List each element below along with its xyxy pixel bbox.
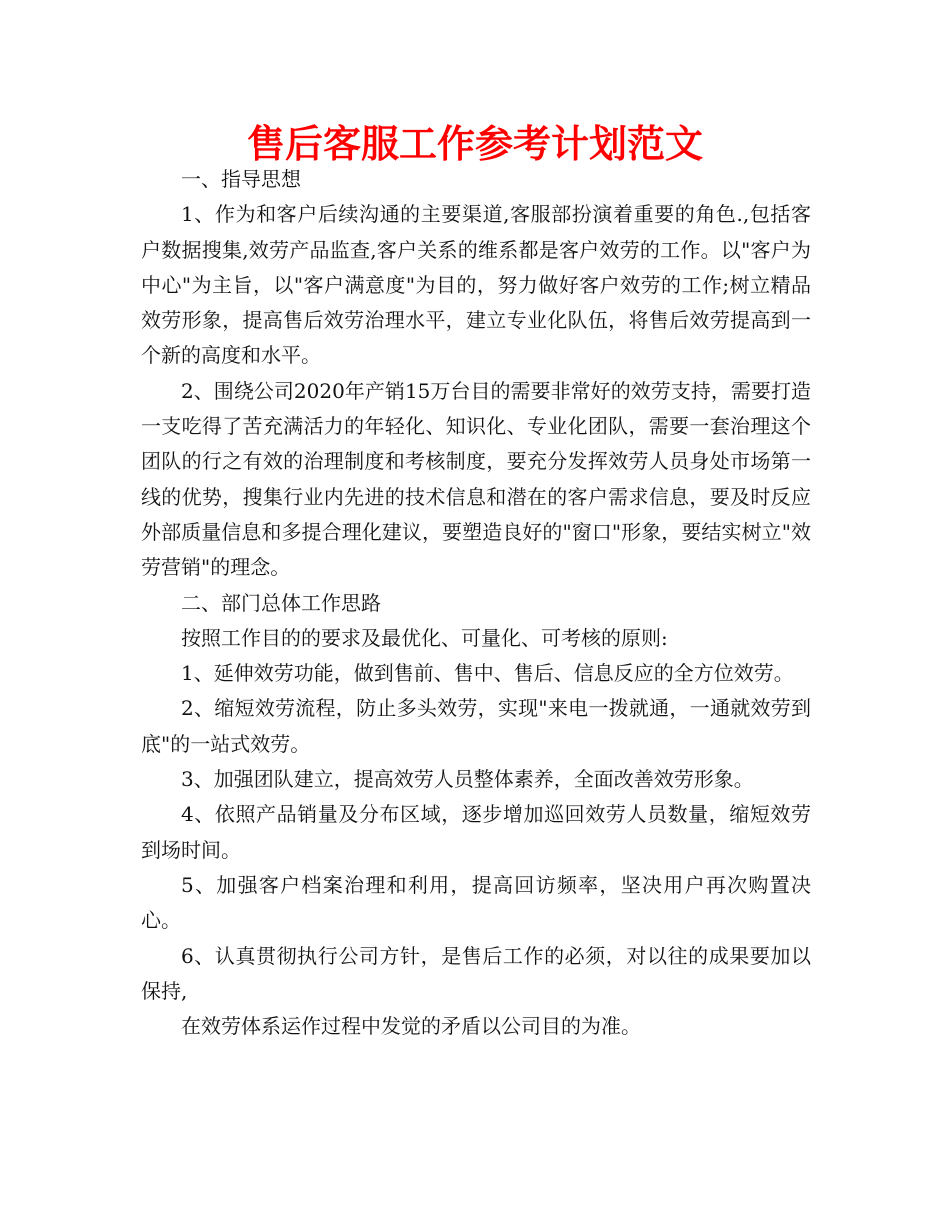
list-item: 2、缩短效劳流程，防止多头效劳，实现"来电一拨就通，一通就效劳到底"的一站式效劳。 xyxy=(141,696,811,756)
document-title: 售后客服工作参考计划范文 xyxy=(246,122,703,166)
list-item: 3、加强团队建立，提高效劳人员整体素养，全面改善效劳形象。 xyxy=(181,767,754,792)
paragraph: 2、围绕公司2020年产销15万台目的需要非常好的效劳支持，需要打造一支吃得了苦充满活力的年轻化、知识化、专业化团队，需要一套治理这个团队的行之有效的治理制度和考核制度，要充分发挥效劳人员身处市场第一线的优势，搜集行业内先进的技术信息和潜在的客户需求信息，要及时反应外部质量信息和多提合理化建议，要塑造良好的"窗口"形象，要结实树立"效劳营销"的理念。 xyxy=(141,378,811,580)
section-heading-guiding-thought: 一、指导思想 xyxy=(181,167,301,191)
paragraph: 1、作为和客户后续沟通的主要渠道,客服部扮演着重要的角色.,包括客户数据搜集,效劳产品监查,客户关系的维系都是客户效劳的工作。以"客户为中心"为主旨，以"客户满意度"为目的，努力做好客户效劳的工作;树立精品效劳形象，提高售后效劳治理水平，建立专业化队伍，将售后效劳提高到一个新的高度和水平。 xyxy=(141,202,811,368)
list-item: 1、延伸效劳功能，做到售前、售中、售后、信息反应的全方位效劳。 xyxy=(181,661,794,686)
paragraph: 按照工作目的的要求及最优化、可量化、可考核的原则: xyxy=(181,625,668,650)
section-heading-work-approach: 二、部门总体工作思路 xyxy=(181,590,381,615)
list-item: 4、依照产品销量及分布区域，逐步增加巡回效劳人员数量，缩短效劳到场时间。 xyxy=(141,802,811,862)
document-body xyxy=(141,162,811,1044)
list-item: 6、认真贯彻执行公司方针，是售后工作的必须，对以往的成果要加以保持, xyxy=(141,943,811,1003)
list-item: 5、加强客户档案治理和利用，提高回访频率，坚决用户再次购置决心。 xyxy=(141,872,811,933)
paragraph: 在效劳体系运作过程中发觉的矛盾以公司目的为准。 xyxy=(181,1014,641,1039)
